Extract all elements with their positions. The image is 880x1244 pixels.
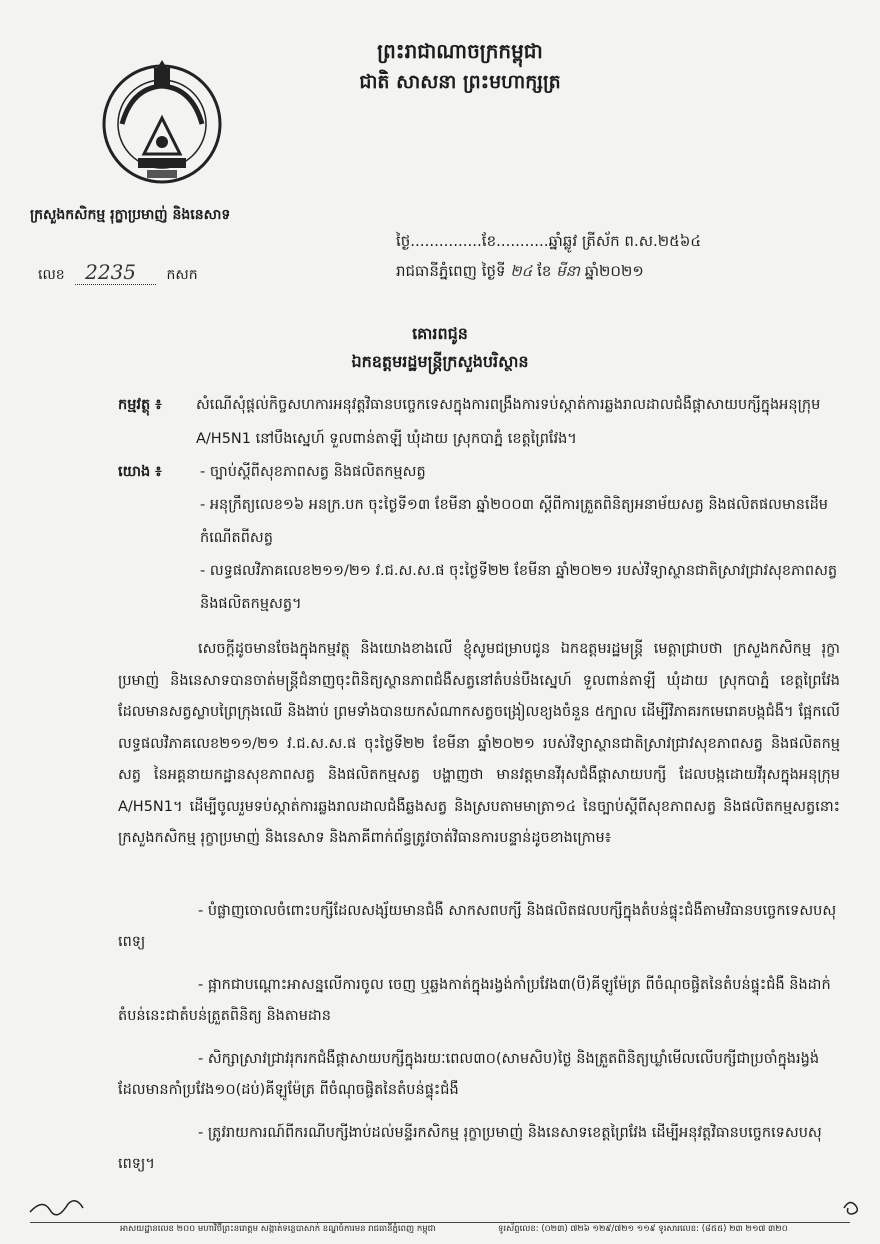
solar-date-prefix: រាជធានីភ្នំពេញ ថ្ងៃទី — [396, 262, 506, 280]
references-label: យោង ៖ — [118, 464, 162, 480]
measure-item: - ត្រូវរាយការណ៍ពីករណីបក្សីងាប់ដល់មន្ទីរកសិកម្ម រុក្ខាប្រមាញ់ និងនេសាទខេត្តព្រៃវែង ដើម្បីអនុវត្តវិធានបច្ចេកទេសបសុពេទ្យ។ — [118, 1125, 822, 1172]
measures-list — [118, 896, 840, 1192]
solar-date — [396, 262, 644, 284]
reference-item: - លទ្ធផលវិភាគលេខ២១១/២១ វ.ជ.ស.ស.ផ ចុះថ្ងៃទី២២ ខែមីនា ឆ្នាំ២០២១ របស់វិទ្យាស្ថានជាតិស្រាវជ្រាវសុខភាពសត្វ និងផលិតកម្មសត្វ។ — [200, 563, 838, 612]
solar-date-year: ឆ្នាំ២០២១ — [584, 262, 644, 280]
recipient-salutation: គោរពជូន — [412, 324, 468, 343]
kingdom-title: ព្រះរាជាណាចក្រកម្ពុជា — [377, 39, 543, 63]
reference-suffix: កសក — [166, 267, 198, 283]
references-section — [118, 456, 838, 621]
ministry-name: ក្រសួងកសិកម្ម រុក្ខាប្រមាញ់ និងនេសាទ — [30, 207, 231, 223]
reference-number — [38, 260, 198, 286]
lunar-date-text: ថ្ងៃ...............ខែ...........ឆ្នាំឆ្លូវ ត្រីស័ក ព.ស.២៥៦៤ — [396, 232, 701, 250]
lunar-date — [396, 232, 701, 254]
initial-signature-right — [840, 1196, 864, 1218]
ministry-seal-emblem — [102, 58, 222, 190]
subject-text: សំណើសុំផ្តល់កិច្ចសហការអនុវត្តវិធានបច្ចេកទេសក្នុងការពង្រឹងការទប់ស្កាត់ការឆ្លងរាលដាលជំងឺផ្តាសាយបក្សីក្នុងអនុក្រុម A/H5N1 នៅបឹងស្នេហ៍ ទួលពាន់តាឡី ឃុំដាយ ស្រុកបាភ្នំ ខេត្តព្រៃវែង។ — [196, 397, 821, 447]
measure-item: - ផ្អាកជាបណ្តោះអាសន្នលើការចូល ចេញ ឬឆ្លងកាត់ក្នុងរង្វង់កាំប្រវែង៣(បី)គីឡូម៉ែត្រ ពីចំណុចផ្ចិតនៃតំបន់ផ្ទុះជំងឺ និងដាក់តំបន់នេះជាតំបន់ត្រួតពិនិត្យ និងតាមដាន — [118, 977, 831, 1024]
measure-item: - បំផ្លាញចោលចំពោះបក្សីដែលសង្ស័យមានជំងឺ សាកសពបក្សី និងផលិតផលបក្សីក្នុងតំបន់ផ្ទុះជំងឺតាមវិធានបច្ចេកទេសបសុពេទ្យ — [118, 903, 837, 950]
footer-address: អាសយដ្ឋានលេខ ២០០ មហាវិថីព្រះនរោត្តម សង្កាត់ទន្លេបាសាក់ ខណ្ឌចំការមន រាជធានីភ្នំពេញ កម្ពុជា — [120, 1224, 436, 1234]
footer-contact: ទូរស័ព្ទលេខ: (០២៣) ៧២៦ ១២៩/៧២១ ១១៩ ទូរសារលេខ: (៨៥៥) ២៣ ២១៧ ៣២០ — [498, 1224, 788, 1234]
reference-item: - អនុក្រឹត្យលេខ១៦ អនក្រ.បក ចុះថ្ងៃទី១៣ ខែមីនា ឆ្នាំ២០០៣ ស្តីពីការត្រួតពិនិត្យអនាម័យសត្វ និងផលិតផលមានដើមកំណើតពីសត្វ — [200, 497, 828, 546]
national-motto: ជាតិ សាសនា ព្រះមហាក្សត្រ — [359, 71, 561, 93]
reference-label: លេខ — [38, 267, 65, 283]
solar-date-month: មីនា — [556, 262, 580, 280]
footer-divider — [30, 1222, 850, 1223]
initial-signature-left — [28, 1190, 88, 1220]
reference-handwritten-number: 2235 — [75, 260, 156, 285]
subject-section — [118, 388, 838, 456]
solar-date-month-label: ខែ — [537, 262, 552, 280]
reference-item: - ច្បាប់ស្តីពីសុខភាពសត្វ និងផលិតកម្មសត្វ — [200, 464, 426, 480]
recipient-block — [250, 320, 630, 376]
solar-date-day: ២៤ — [510, 262, 533, 280]
body-paragraph: សេចក្តីដូចមានចែងក្នុងកម្មវត្ថុ និងយោងខាងលើ ខ្ញុំសូមជម្រាបជូន ឯកឧត្តមរដ្ឋមន្ត្រី មេត្តាជ្រាបថា ក្រសួងកសិកម្ម រុក្ខាប្រមាញ់ និងនេសាទបានចាត់មន្ត្រីជំនាញចុះពិនិត្យស្ថានភាពជំងឺសត្វនៅតំបន់បឹងស្នេហ៍ ទួលពាន់តាឡី ឃុំដាយ ស្រុកបាភ្នំ ខេត្តព្រៃវែង ដែលមានសត្វស្លាបព្រៃក្រុងឈើ និងងាប់ ព្រមទាំងបានយកសំណាកសត្វចង្រៀលខ្យងចំនួន ៥ក្បាល ដើម្បីវិភាគរកមេរោគបង្កជំងឺ។ ផ្អែកលើលទ្ធផលវិភាគលេខ២១១/២១ វ.ជ.ស.ស.ផ ចុះថ្ងៃទី២២ ខែមីនា ឆ្នាំ២០២១ របស់វិទ្យាស្ថានជាតិស្រាវជ្រាវសុខភាពសត្វ និងផលិតកម្មសត្វ នៃអគ្គនាយកដ្ឋានសុខភាពសត្វ និងផលិតកម្មសត្វ បង្ហាញថា មានវត្តមានវីរុសជំងឺផ្តាសាយបក្សី ដែលបង្កដោយវីរុសក្នុងអនុក្រុម A/H5N1។ ដើម្បីចូលរួមទប់ស្កាត់ការឆ្លងរាលដាលជំងឺឆ្លងសត្វ និងស្របតាមមាត្រា១៤ នៃច្បាប់ស្តីពីសុខភាពសត្វ និងផលិតកម្មសត្វនោះ ក្រសួងកសិកម្ម រុក្ខាប្រមាញ់ និងនេសាទ និងភាគីពាក់ព័ន្ធត្រូវចាត់វិធានការបន្ទាន់ដូចខាងក្រោម៖ — [118, 641, 840, 846]
recipient-name: ឯកឧត្តមរដ្ឋមន្ត្រីក្រសួងបរិស្ថាន — [351, 352, 529, 371]
subject-label: កម្មវត្ថុ ៖ — [118, 397, 162, 413]
measure-item: - សិក្សាស្រាវជ្រាវរុករកជំងឺផ្តាសាយបក្សីក្នុងរយៈពេល៣០(សាមសិប)ថ្ងៃ និងត្រួតពិនិត្យឃ្លាំមើលលើបក្សីជាប្រចាំក្នុងរង្វង់ដែលមានកាំប្រវែង១០(ដប់)គីឡូម៉ែត្រ ពីចំណុចផ្ចិតនៃតំបន់ផ្ទុះជំងឺ — [118, 1051, 820, 1098]
